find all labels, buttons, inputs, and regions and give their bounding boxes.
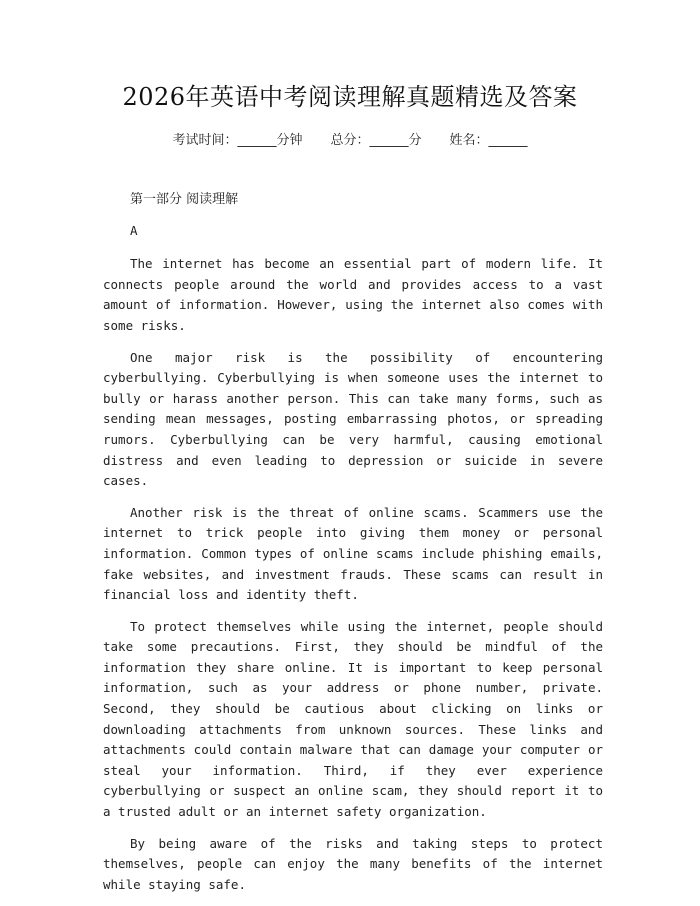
document-body [103, 190, 603, 906]
section-heading: 第一部分 阅读理解 [130, 192, 239, 207]
name-field: 姓名：______ [449, 133, 528, 148]
paragraph-3: Another risk is the threat of online scams. Scammers use the internet to trick people into giving them money or personal information. Common types of online scams include phishing emails, fake websites, and investment frauds. These scams can result in financial loss and identity theft. [103, 504, 603, 603]
paragraph-1: The internet has become an essential part of modern life. It connects people around the world and provides access to a vast amount of information. However, using the internet also comes with some risks. [103, 256, 603, 333]
paragraph-5: By being aware of the risks and taking steps to protect themselves, people can enjoy the many benefits of the internet while staying safe. [103, 835, 603, 892]
paragraph-4: To protect themselves while using the internet, people should take some precautions. First, they should be mindful of the information they share online. It is important to keep personal information, such as your address or phone number, private. Second, they should be cautious about clicking on links or downloading attachments from unknown sources. These links and attachments could contain malware that can damage your computer or steal your information. Third, if they ever experience cyberbullying or suspect an online scam, they should report it to a trusted adult or an internet safety organization. [103, 618, 603, 820]
exam-info-line [0, 131, 700, 151]
exam-time-field: 考试时间：______分钟 [172, 133, 303, 148]
document-title: 2026年英语中考阅读理解真题精选及答案 [122, 83, 578, 111]
passage-letter: A [130, 222, 138, 238]
total-score-field: 总分：______分 [330, 133, 422, 148]
paragraph-2: One major risk is the possibility of encountering cyberbullying. Cyberbullying is when someone uses the internet to bully or harass another person. This can take many forms, such as sending mean messages, posting embarrassing photos, or spreading rumors. Cyberbullying can be very harmful, causing emotional distress and even leading to depression or suicide in severe cases. [103, 349, 603, 489]
